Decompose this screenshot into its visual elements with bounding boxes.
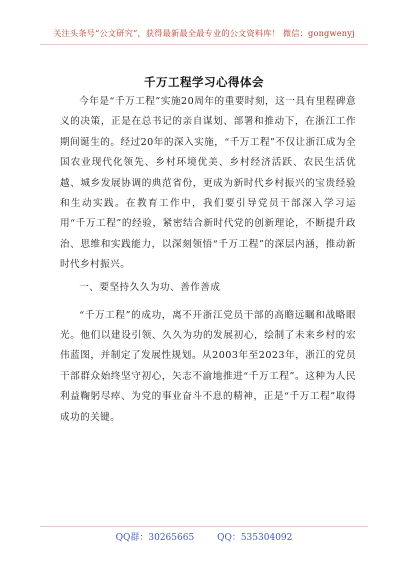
- page-footer: [0, 530, 408, 543]
- qq-group-label: QQ群：30265665: [115, 533, 195, 543]
- page-header-notice: 关注头条号“公文研究”，获得最新最全最专业的公文资料库！ 微信：gongwenyj: [53, 28, 355, 38]
- qq-contact-label: QQ：535304092: [217, 533, 293, 543]
- document-title: 千万工程学习心得体会: [144, 75, 264, 89]
- section-heading: 一、要坚持久久为功、善作善成: [79, 281, 221, 293]
- intro-paragraph: 今年是“千万工程”实施20周年的重要时刻，这一具有里程碑意义的决策，正是在总书记的亲自谋划、部署和推动下，在浙江工作期间诞生的。经过20年的深入实施，“千万工程”不仅让浙江成为全国农业现代化领先、乡村环境优美、乡村经济活跃、农民生活优越、城乡发展协调的典范省份，更成为新时代乡村振兴的宝贵经验和生动实践。在教育工作中，我们要引导党员干部深入学习运用“千万工程”的经验，紧密结合新时代党的创新理论，不断提升政治、思维和实践能力，以深刻领悟“千万工程”的深层内涵，推动新时代乡村振兴。: [60, 96, 356, 271]
- header-divider: [40, 44, 368, 45]
- section-heading-block: [60, 278, 356, 298]
- footer-divider: [40, 526, 368, 527]
- document-body: [60, 92, 356, 428]
- body-paragraph: “千万工程”的成功，离不开浙江党员干部的高瞻远瞩和战略眼光。他们以建设引领、久久为功的发展初心，绘制了未来乡村的宏伟蓝图，并制定了发展性规划。从2003年至2023年，浙江的党员干部群众始终坚守初心，矢志不渝地推进“千万工程”。这种为人民利益鞠躬尽瘁、为党的事业奋斗不息的精神，正是“千万工程”取得成功的关键。: [60, 309, 356, 423]
